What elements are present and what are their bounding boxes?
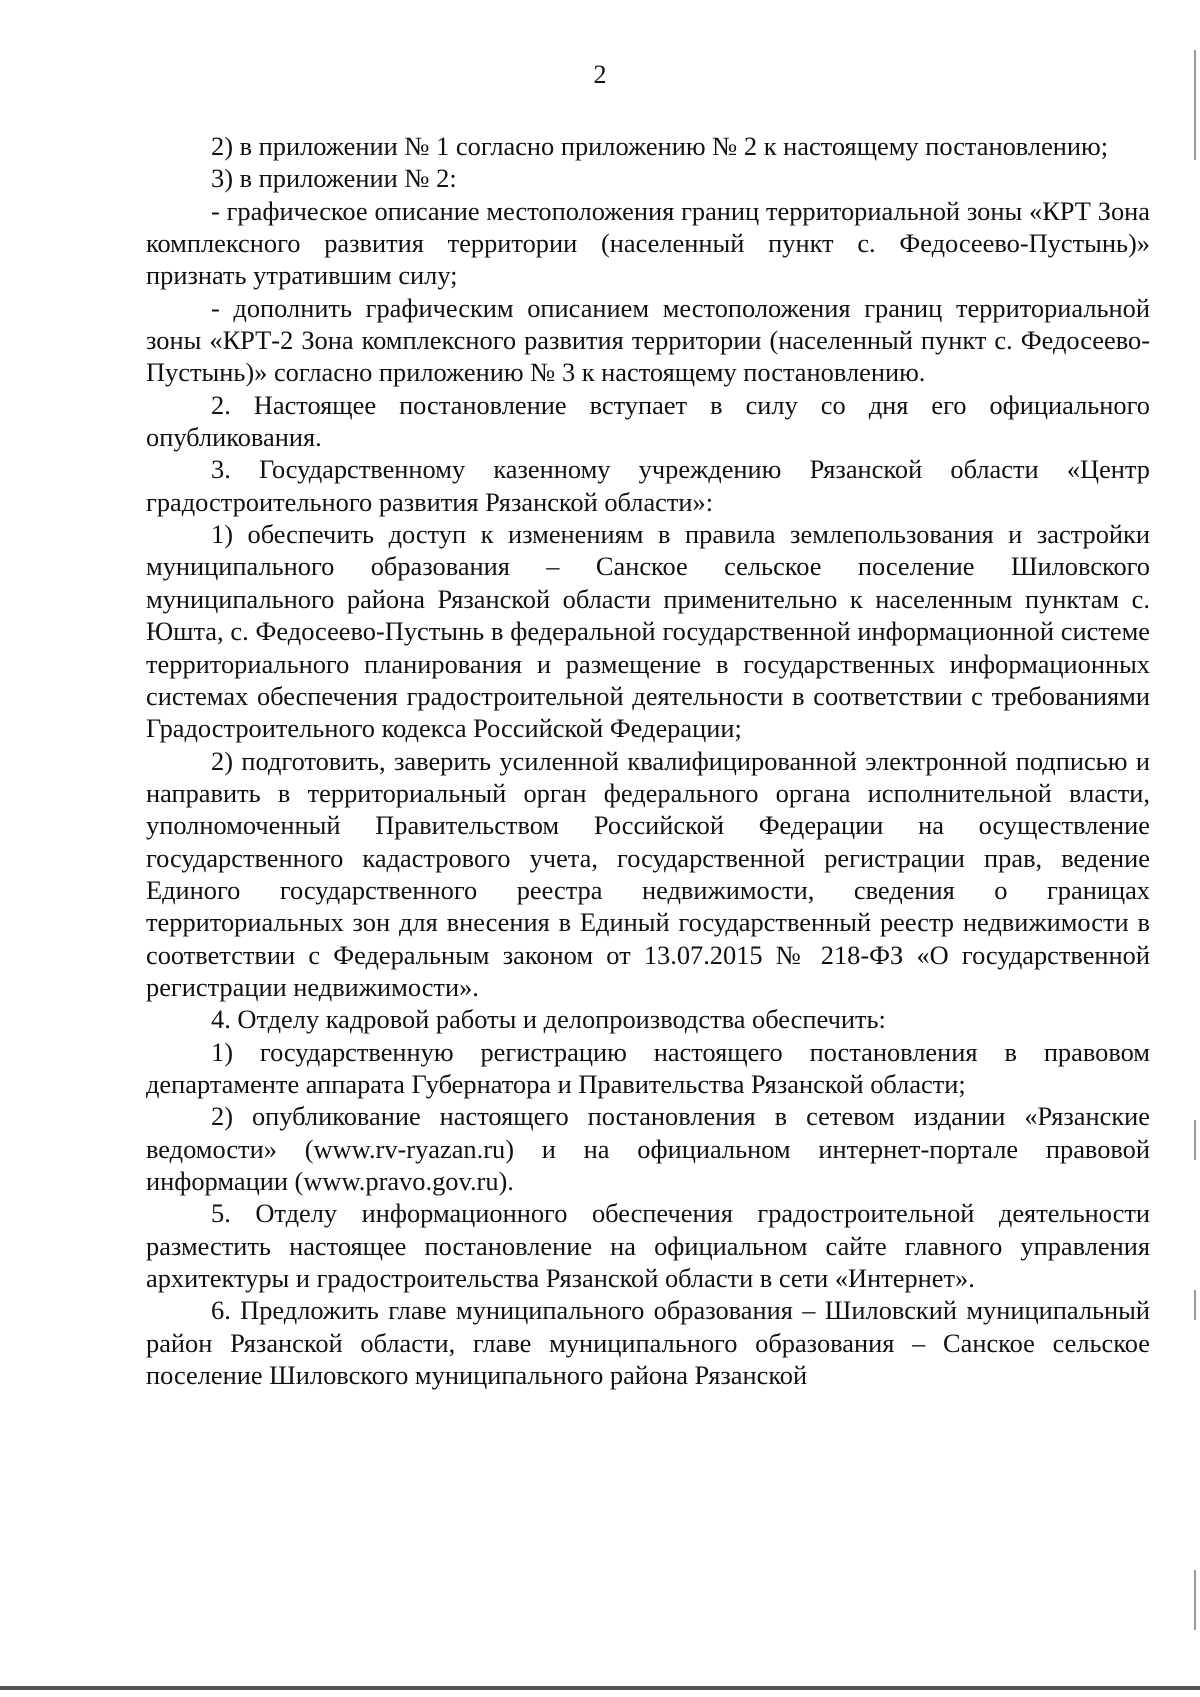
page-number: 2 (593, 60, 607, 89)
scan-edge-mark (1194, 1120, 1196, 1160)
paragraph-item-3-institution: 3. Государственному казенному учреждению Рязанской области «Центр градостроительного развития Рязанской области»: (146, 454, 1150, 517)
paragraph-appendix-2: 3) в приложении № 2: (211, 163, 457, 194)
paragraph-graphic-description-void: - графическое описание местоположения границ территориальной зоны «КРТ Зона комплексного развития территории (населенный пункт с. Федосеево-Пустынь)» признать утратившим силу; (146, 195, 1150, 291)
paragraph-item-4-1-registration: 1) государственную регистрацию настоящего постановления в правовом департаменте аппарата Губернатора и Правительства Рязанской области; (146, 1036, 1150, 1099)
paragraph-graphic-description-add: - дополнить графическим описанием местоположения границ территориальной зоны «КРТ-2 Зона комплексного развития территории (населенный пункт с. Федосеево-Пустынь)» согласно приложению № 3 к настоящему постановлению. (146, 292, 1150, 388)
paragraph-item-2-effective: 2. Настоящее постановление вступает в силу со дня его официального опубликования. (146, 389, 1150, 453)
scan-edge-mark (1194, 1290, 1196, 1320)
paragraph-item-6-proposal: 6. Предложить главе муниципального образования – Шиловский муниципальный район Рязанской области, главе муниципального образования – Санское сельское поселение Шиловского муниципального района Рязанской (146, 1295, 1150, 1391)
paragraph-appendix-1: 2) в приложении № 1 согласно приложению № 2 к настоящему постановлению; (211, 131, 1109, 161)
paragraph-item-5-website: 5. Отделу информационного обеспечения градостроительной деятельности разместить настоящее постановление на официальном сайте главного управления архитектуры и градостроительства Рязанской области в сети «Интернет». (146, 1198, 1150, 1294)
scan-edge-mark (1194, 50, 1196, 160)
document-body (146, 130, 1150, 1391)
paragraph-item-3-1-access: 1) обеспечить доступ к изменениям в правила землепользования и застройки муниципального образования – Санское сельское поселение Шиловского муниципального района Рязанской области применительно к населенным пунктам с. Юшта, с. Федосеево-Пустынь в федеральной государственной информационной системе территориального планирования и размещение в государственных информационных системах обеспечения градостроительной деятельности в соответствии с требованиями Градостроительного кодекса Российской Федерации; (146, 519, 1150, 744)
paragraph-item-4-department: 4. Отделу кадровой работы и делопроизводства обеспечить: (211, 1004, 886, 1035)
paragraph-item-3-2-signature: 2) подготовить, заверить усиленной квалифицированной электронной подписью и направить в территориальный орган федерального органа исполнительной власти, уполномоченный Правительством Российской Федерации на осуществление государственного кадастрового учета, государственной регистрации прав, ведение Единого государственного реестра недвижимости, сведения о границах территориальных зон для внесения в Единый государственный реестр недвижимости в соответствии с Федеральным законом от 13.07.2015 № 218-ФЗ «О государственной регистрации недвижимости». (146, 745, 1150, 1002)
scan-edge-mark (1194, 1570, 1196, 1630)
scan-bottom-edge (0, 1686, 1200, 1690)
paragraph-item-4-2-publication: 2) опубликование настоящего постановления в сетевом издании «Рязанские ведомости» (www.rv-ryazan.ru) и на официальном интернет-портале правовой информации (www.pravo.gov.ru). (146, 1101, 1150, 1196)
